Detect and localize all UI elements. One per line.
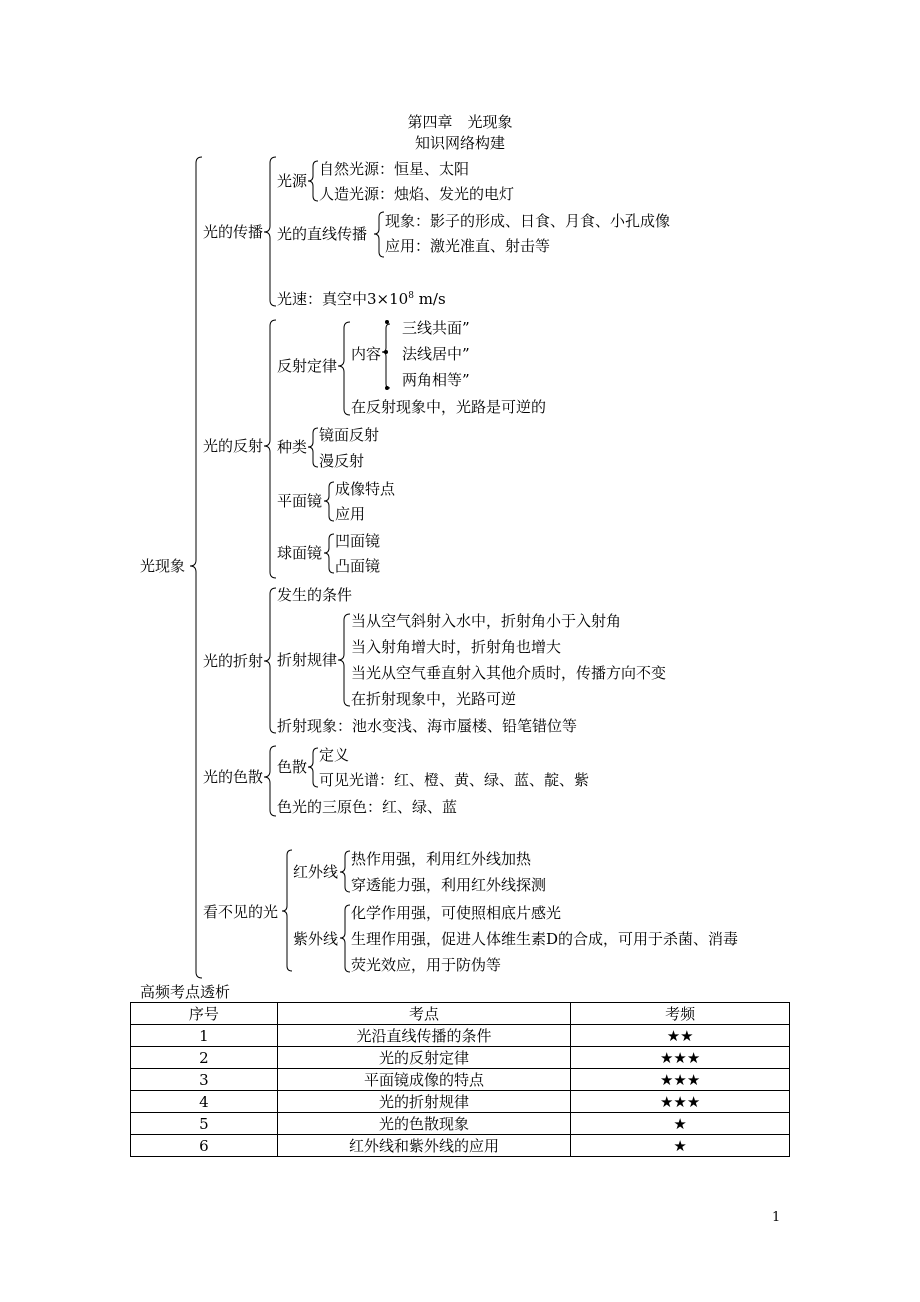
col-header-frequency: 考频 [571, 1003, 790, 1025]
cell-stars: ★ [571, 1135, 790, 1157]
leaf-ultraviolet: 生理作用强，促进人体维生素D的合成，可用于杀菌、消毒 [351, 930, 739, 948]
leaf-refraction-conditions: 发生的条件 [277, 586, 353, 604]
table-row [131, 1135, 790, 1157]
cell-topic: 光沿直线传播的条件 [277, 1025, 571, 1047]
leaf-refraction-phenomena: 折射现象：池水变浅、海市蜃楼、铅笔错位等 [277, 717, 578, 735]
col-header-topic: 考点 [277, 1003, 571, 1025]
node-law-content: 内容 [351, 345, 382, 363]
node-reflection: 光的反射 [203, 437, 264, 455]
leaf-refraction-law: 当从空气斜射入水中，折射角小于入射角 [351, 612, 622, 630]
table-row [131, 1091, 790, 1113]
node-dispersion: 光的色散 [203, 768, 264, 786]
table-row [131, 1113, 790, 1135]
leaf-law-item: 法线居中” [402, 345, 470, 363]
leaf-concave: 凹面镜 [335, 532, 381, 550]
leaf-light-speed: 光速：真空中$3\times 10^8$ m/s [277, 290, 446, 308]
leaf-refraction-law: 在折射现象中，光路可逆 [351, 690, 517, 708]
leaf-straight-application: 应用：激光准直、射击等 [385, 237, 551, 255]
node-reflection-law: 反射定律 [277, 357, 338, 375]
node-refraction-law: 折射规律 [277, 651, 338, 669]
cell-topic: 平面镜成像的特点 [277, 1069, 571, 1091]
cell-stars: ★★★ [571, 1091, 790, 1113]
leaf-specular: 镜面反射 [319, 426, 380, 444]
cell-no: 3 [131, 1069, 278, 1091]
node-plane-mirror: 平面镜 [277, 492, 323, 510]
leaf-infrared: 穿透能力强，利用红外线探测 [351, 876, 547, 894]
leaf-dispersion-definition: 定义 [319, 746, 350, 764]
section-subtitle: 知识网络构建 [414, 134, 506, 152]
node-straight-propagation: 光的直线传播 [277, 225, 368, 243]
freq-table-title: 高频考点透析 [140, 983, 231, 1001]
leaf-convex: 凸面镜 [335, 557, 381, 575]
leaf-law-item: 三线共面” [402, 319, 470, 337]
node-infrared: 红外线 [293, 863, 339, 881]
node-refraction: 光的折射 [203, 652, 264, 670]
table-header-row [131, 1003, 790, 1025]
leaf-straight-phenomena: 现象：影子的形成、日食、月食、小孔成像 [385, 212, 671, 230]
leaf-refraction-law: 当入射角增大时，折射角也增大 [351, 638, 562, 656]
node-spherical-mirror: 球面镜 [277, 544, 323, 562]
cell-stars: ★ [571, 1113, 790, 1135]
leaf-plane-features: 成像特点 [335, 480, 396, 498]
leaf-refraction-law: 当光从空气垂直射入其他介质时，传播方向不变 [351, 664, 667, 682]
bracket-dot [385, 320, 389, 324]
node-reflection-types: 种类 [277, 438, 308, 456]
table-row [131, 1025, 790, 1047]
leaf-primary-colors: 色光的三原色：红、绿、蓝 [277, 798, 458, 816]
cell-topic: 光的色散现象 [277, 1113, 571, 1135]
bracket-dot [385, 386, 389, 390]
node-ultraviolet: 紫外线 [293, 930, 339, 948]
node-invisible-light: 看不见的光 [203, 903, 279, 921]
cell-stars: ★★★ [571, 1069, 790, 1091]
table-row [131, 1047, 790, 1069]
node-dispersion-sub: 色散 [277, 758, 308, 776]
cell-topic: 红外线和紫外线的应用 [277, 1135, 571, 1157]
node-propagation: 光的传播 [203, 223, 264, 241]
leaf-law-item: 两角相等” [402, 371, 470, 389]
leaf-reflection-reversible: 在反射现象中，光路是可逆的 [351, 398, 547, 416]
leaf-ultraviolet: 荧光效应，用于防伪等 [351, 956, 502, 974]
cell-stars: ★★★ [571, 1047, 790, 1069]
cell-no: 1 [131, 1025, 278, 1047]
cell-no: 2 [131, 1047, 278, 1069]
cell-stars: ★★ [571, 1025, 790, 1047]
table-row [131, 1069, 790, 1091]
leaf-plane-application: 应用 [335, 505, 366, 523]
cell-no: 4 [131, 1091, 278, 1113]
leaf-infrared: 热作用强，利用红外线加热 [351, 850, 532, 868]
cell-topic: 光的折射规律 [277, 1091, 571, 1113]
leaf-diffuse: 漫反射 [319, 452, 365, 470]
cell-no: 5 [131, 1113, 278, 1135]
leaf-artificial-source: 人造光源：烛焰、发光的电灯 [319, 185, 515, 203]
cell-no: 6 [131, 1135, 278, 1157]
col-header-no: 序号 [131, 1003, 278, 1025]
leaf-visible-spectrum: 可见光谱：红、橙、黄、绿、蓝、靛、紫 [319, 771, 590, 789]
root-node: 光现象 [140, 557, 186, 575]
node-light-source: 光源 [277, 172, 308, 190]
page-number: 1 [772, 1210, 781, 1225]
leaf-ultraviolet: 化学作用强，可使照相底片感光 [351, 904, 562, 922]
freq-table [130, 1002, 790, 1157]
cell-topic: 光的反射定律 [277, 1047, 571, 1069]
bracket-dot [384, 350, 388, 354]
chapter-title: 第四章 光现象 [407, 113, 513, 131]
leaf-natural-source: 自然光源：恒星、太阳 [319, 160, 470, 178]
